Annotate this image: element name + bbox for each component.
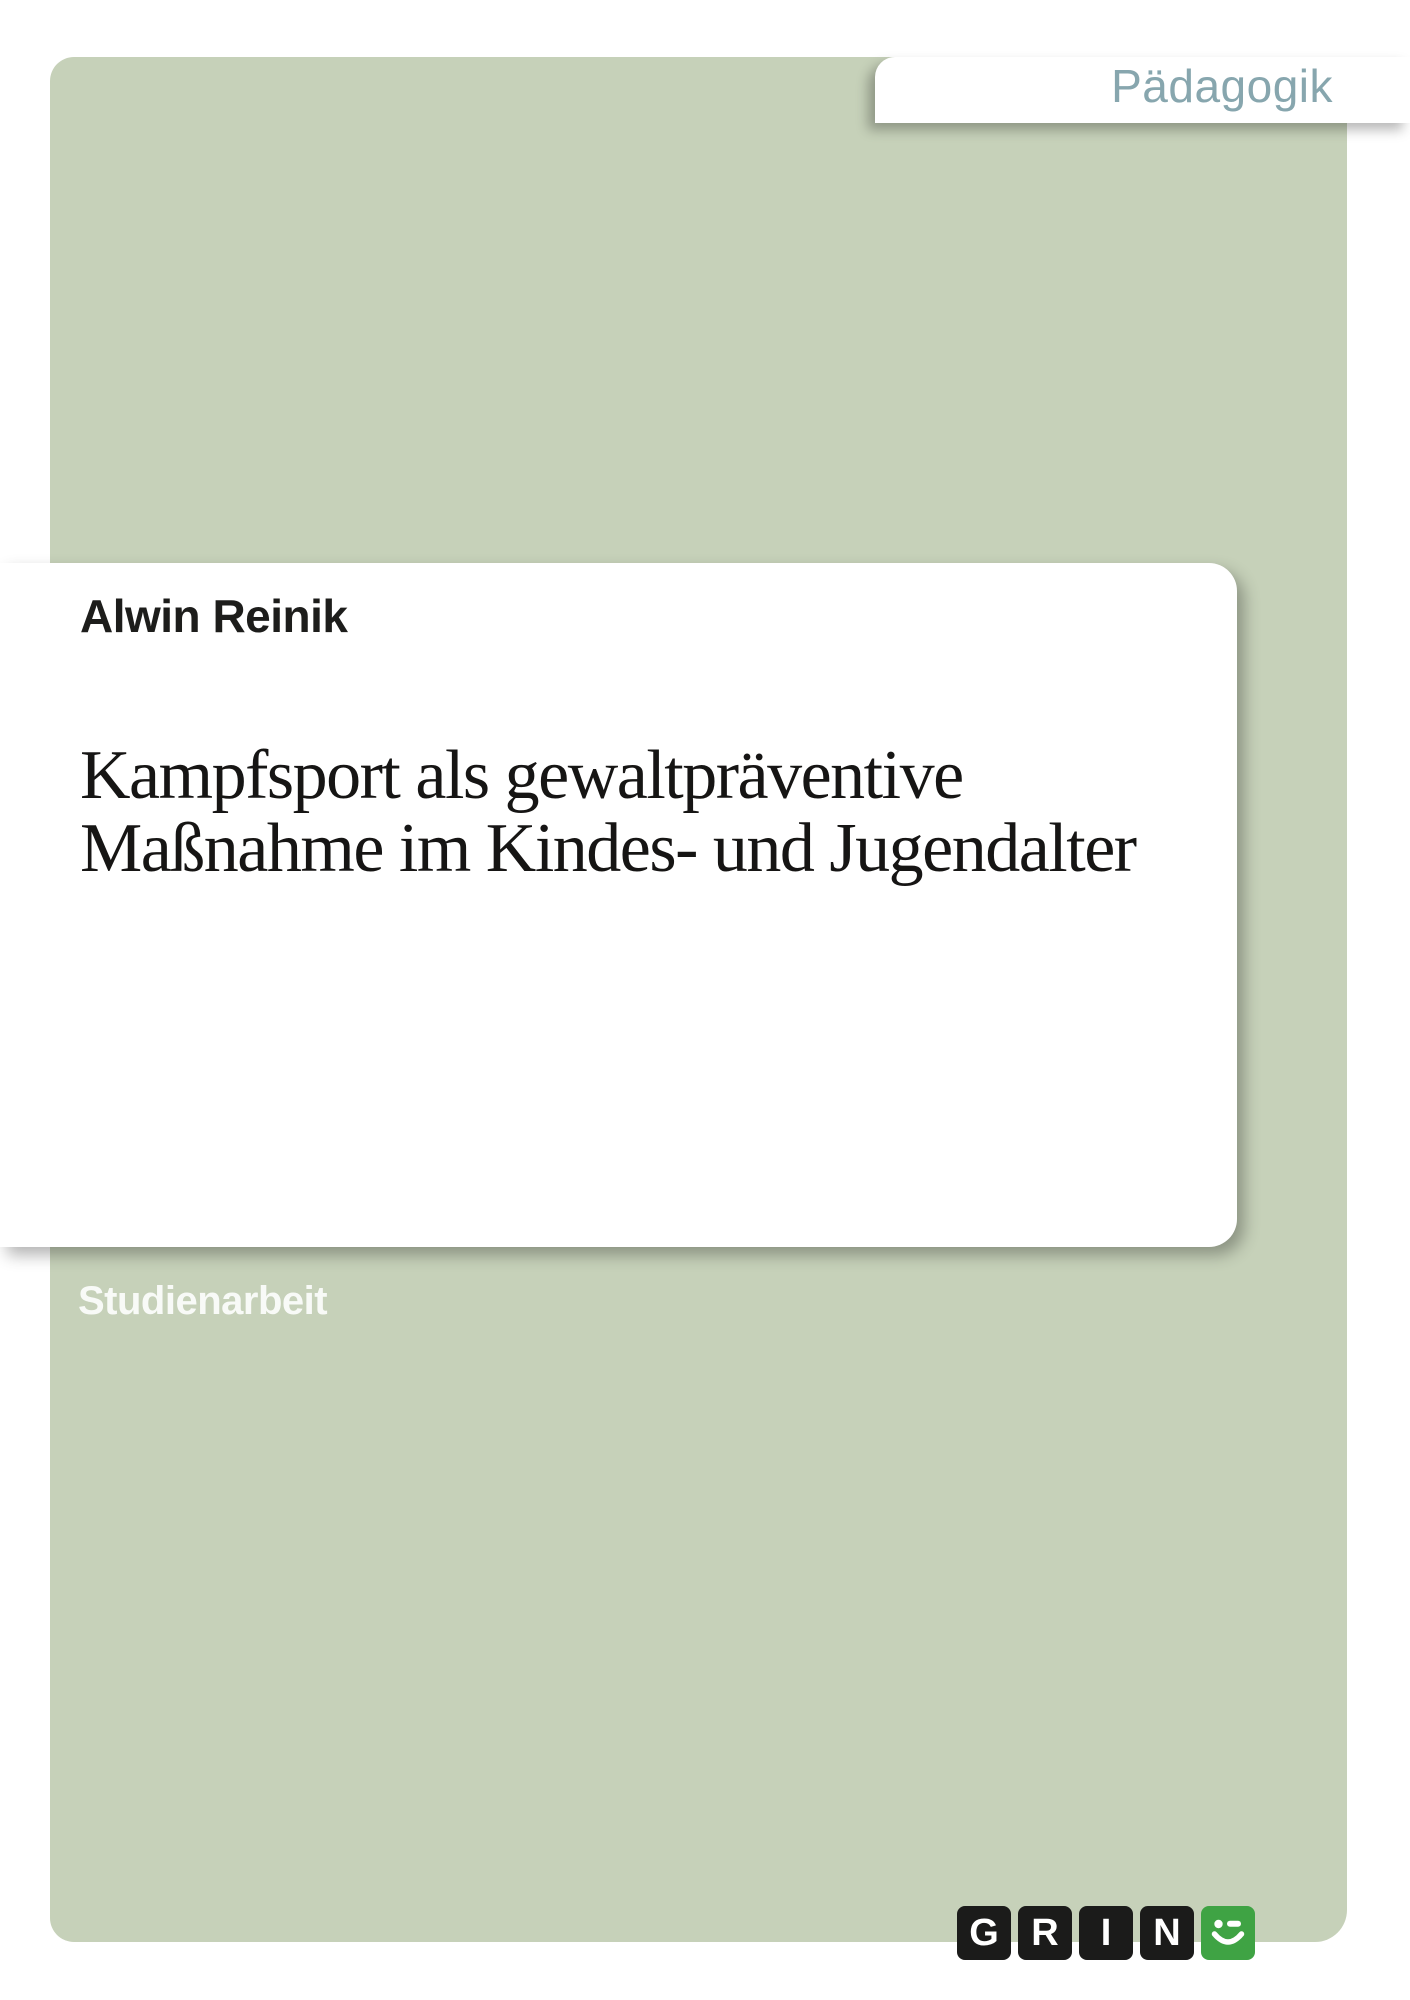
book-title (80, 739, 1136, 885)
logo-tile-g (957, 1906, 1011, 1960)
document-type-badge: Studienarbeit (78, 1279, 328, 1323)
book-title-line-1: Kampfsport als gewaltpräventive (80, 737, 963, 814)
logo-letter-r: R (1031, 1912, 1059, 1954)
logo-letter-n: N (1153, 1912, 1181, 1954)
author-name: Alwin Reinik (80, 590, 348, 642)
logo-tile-smiley (1201, 1906, 1255, 1960)
grin-logo (957, 1906, 1255, 1960)
category-label: Pädagogik (1111, 60, 1333, 112)
logo-tile-n (1140, 1906, 1194, 1960)
logo-letter-g: G (969, 1912, 999, 1954)
logo-letter-i: I (1100, 1912, 1112, 1954)
title-card (0, 563, 1237, 1247)
book-title-line-2: Maßnahme im Kindes- und Jugendalter (80, 810, 1136, 887)
logo-tile-r (1018, 1906, 1072, 1960)
category-tab (875, 57, 1410, 123)
logo-tile-i (1079, 1906, 1133, 1960)
winking-smiley-icon (1201, 1906, 1255, 1960)
